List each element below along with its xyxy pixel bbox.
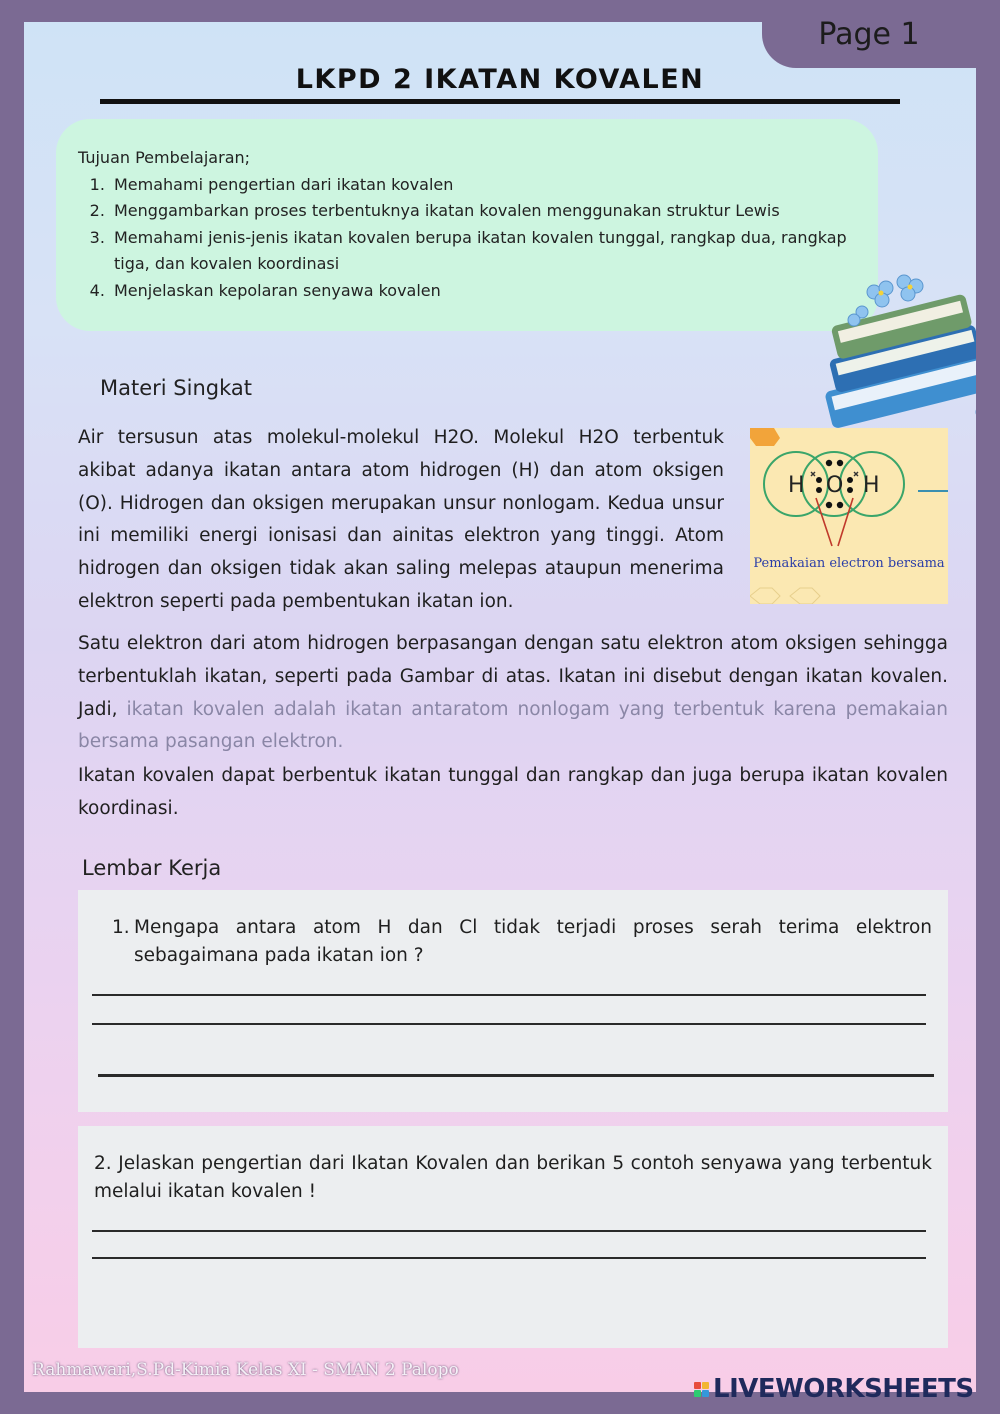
answer-line[interactable] [92, 1023, 926, 1025]
hexagon-decoration [750, 428, 780, 446]
answer-line[interactable] [92, 994, 926, 996]
materi-paragraph-1: Air tersusun atas molekul-molekul H2O. Molekul H2O terbentuk akibat adanya ikatan antara atom hidrogen (H) dan atom oksigen (O). Hidrogen dan oksigen merupakan unsur nonlogam. Kedua unsur ini memiliki energi ionisasi dan ainitas elektron yang tinggi. Atom hidrogen dan oksigen tidak akan saling melepas ataupun menerima elektron seperti pada pembentukan ikatan ion. [78, 427, 724, 612]
lewis-structure-figure [750, 428, 948, 604]
goal-item: 3. Memahami jenis-jenis ikatan kovalen berupa ikatan kovalen tunggal, rangkap dua, rangkap tiga, dan kovalen koordinasi [110, 225, 850, 278]
answer-line[interactable] [98, 1074, 934, 1077]
learning-goals-box [56, 119, 878, 331]
atom-o-center: O [826, 473, 844, 498]
paragraph-2-text: Satu elektron dari atom hidrogen berpasangan dengan satu elektron atom oksigen sehingga terbentuklah ikatan, seperti pada Gambar di atas. Ikatan ini disebut dengan ikatan kovalen. Jadi, [78, 633, 948, 720]
answer-line[interactable] [92, 1230, 926, 1232]
page-number-tab: Page 1 [762, 0, 976, 68]
title-underline [100, 99, 900, 104]
goal-item: 1. Memahami pengertian dari ikatan kovalen [110, 172, 850, 199]
worksheet-page [24, 22, 976, 1392]
question-2-box [78, 1126, 948, 1348]
question-1-text: Mengapa antara atom H dan Cl tidak terjadi proses serah terima elektron sebagaimana pada ikatan ion ? [134, 917, 932, 966]
question-1-number: 1. [112, 917, 130, 938]
page-title: LKPD 2 IKATAN KOVALEN [295, 64, 705, 95]
atom-h-left: H [788, 473, 805, 498]
goal-item: 2. Menggambarkan proses terbentuknya ikatan kovalen menggunakan struktur Lewis [110, 198, 850, 225]
question-1-box [78, 890, 948, 1112]
definition-highlight: ikatan kovalen adalah ikatan antaratom nonlogam yang terbentuk karena pemakaian bersama pasangan elektron. [78, 698, 949, 753]
figure-caption: Pemakaian electron bersama [753, 556, 945, 571]
lewis-diagram [750, 428, 948, 604]
brand-name: LIVEWORKSHEETS [713, 1374, 974, 1404]
question-2-text: 2. Jelaskan pengertian dari Ikatan Kovalen dan berikan 5 contoh senyawa yang terbentuk melalui ikatan kovalen ! [94, 1153, 932, 1202]
materi-paragraph-2 [78, 628, 948, 759]
goals-list [110, 172, 850, 305]
atom-h-right: H [863, 473, 880, 498]
books-flowers-illustration [804, 252, 976, 442]
liveworksheets-logo-icon [694, 1382, 709, 1397]
author-credit: Rahmawari,S.Pd-Kimia Kelas XI - SMAN 2 Palopo [32, 1360, 459, 1380]
goals-heading: Tujuan Pembelajaran; [78, 148, 251, 167]
answer-line[interactable] [92, 1257, 926, 1259]
goal-item: 4. Menjelaskan kepolaran senyawa kovalen [110, 278, 850, 305]
materi-paragraph-3: Ikatan kovalen dapat berbentuk ikatan tunggal dan rangkap dan juga berupa ikatan kovalen koordinasi. [78, 765, 948, 819]
liveworksheets-brand [694, 1374, 974, 1404]
worksheet-heading: Lembar Kerja [82, 856, 222, 880]
materi-heading: Materi Singkat [100, 376, 252, 400]
